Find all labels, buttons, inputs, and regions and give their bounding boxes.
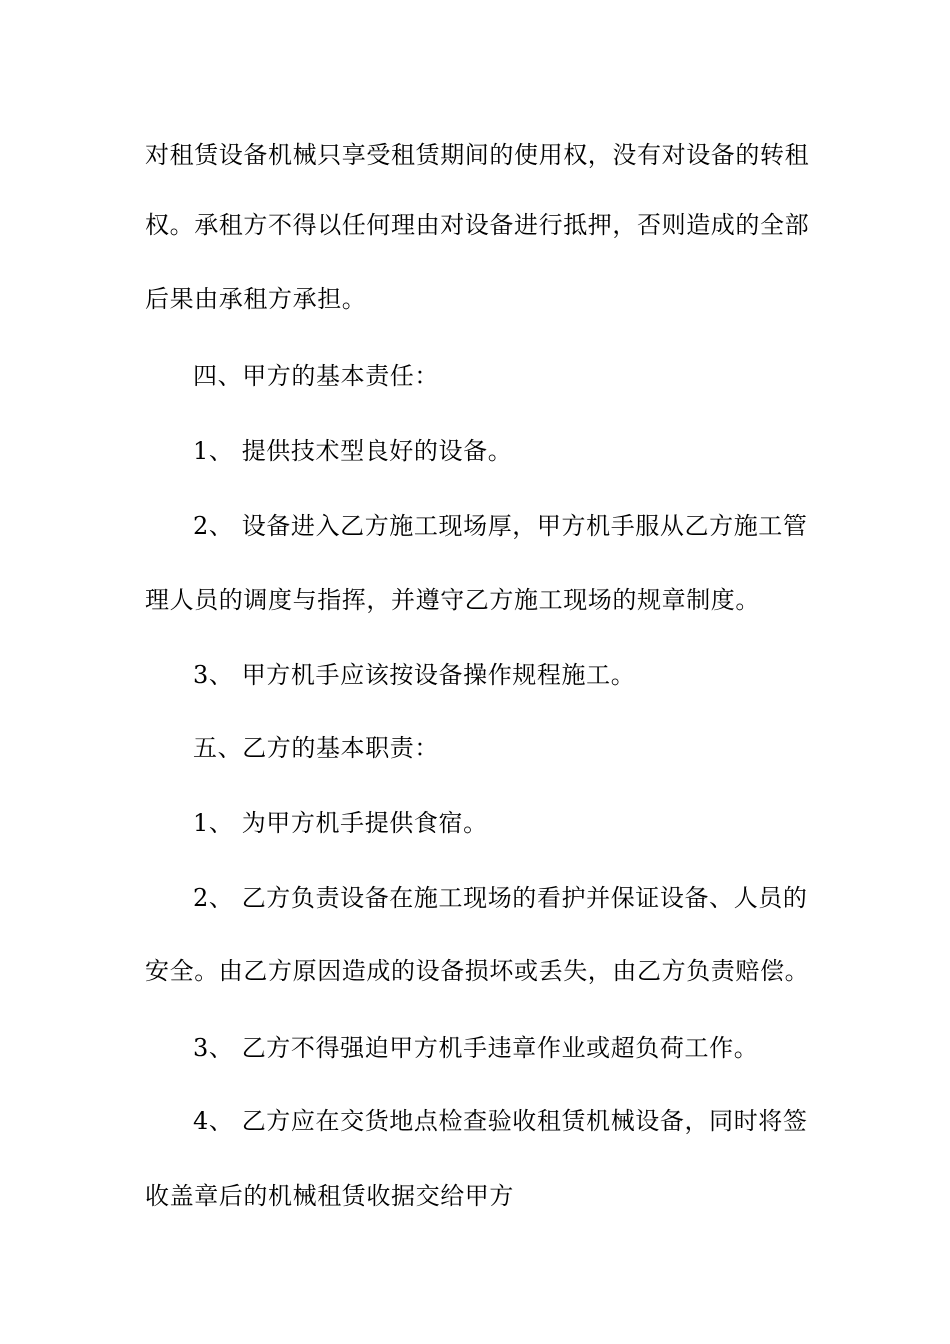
body-line-1: 对租赁设备机械只享受租赁期间的使用权，没有对设备的转租 <box>145 141 810 169</box>
body-line-3: 后果由承租方承担。 <box>145 285 367 313</box>
body-line-continuation-5-2: 安全。由乙方原因造成的设备损坏或丢失，由乙方负责赔偿。 <box>145 957 810 985</box>
body-line-continuation-5-4: 收盖章后的机械租赁收据交给甲方 <box>145 1182 514 1210</box>
list-item-5-2: 2、 乙方负责设备在施工现场的看护并保证设备、人员的 <box>193 884 808 912</box>
list-item-5-1: 1、 为甲方机手提供食宿。 <box>193 809 488 837</box>
body-line-2: 权。承租方不得以任何理由对设备进行抵押，否则造成的全部 <box>145 211 810 239</box>
list-item-4-2: 2、 设备进入乙方施工现场厚，甲方机手服从乙方施工管 <box>193 512 808 540</box>
list-item-4-3: 3、 甲方机手应该按设备操作规程施工。 <box>193 661 636 689</box>
body-line-continuation-4-2: 理人员的调度与指挥，并遵守乙方施工现场的规章制度。 <box>145 586 760 614</box>
list-item-5-4: 4、 乙方应在交货地点检查验收租赁机械设备，同时将签 <box>193 1107 808 1135</box>
section-heading-4: 四、甲方的基本责任： <box>193 362 439 390</box>
list-item-4-1: 1、 提供技术型良好的设备。 <box>193 437 513 465</box>
section-heading-5: 五、乙方的基本职责： <box>193 734 439 762</box>
list-item-5-3: 3、 乙方不得强迫甲方机手违章作业或超负荷工作。 <box>193 1034 759 1062</box>
